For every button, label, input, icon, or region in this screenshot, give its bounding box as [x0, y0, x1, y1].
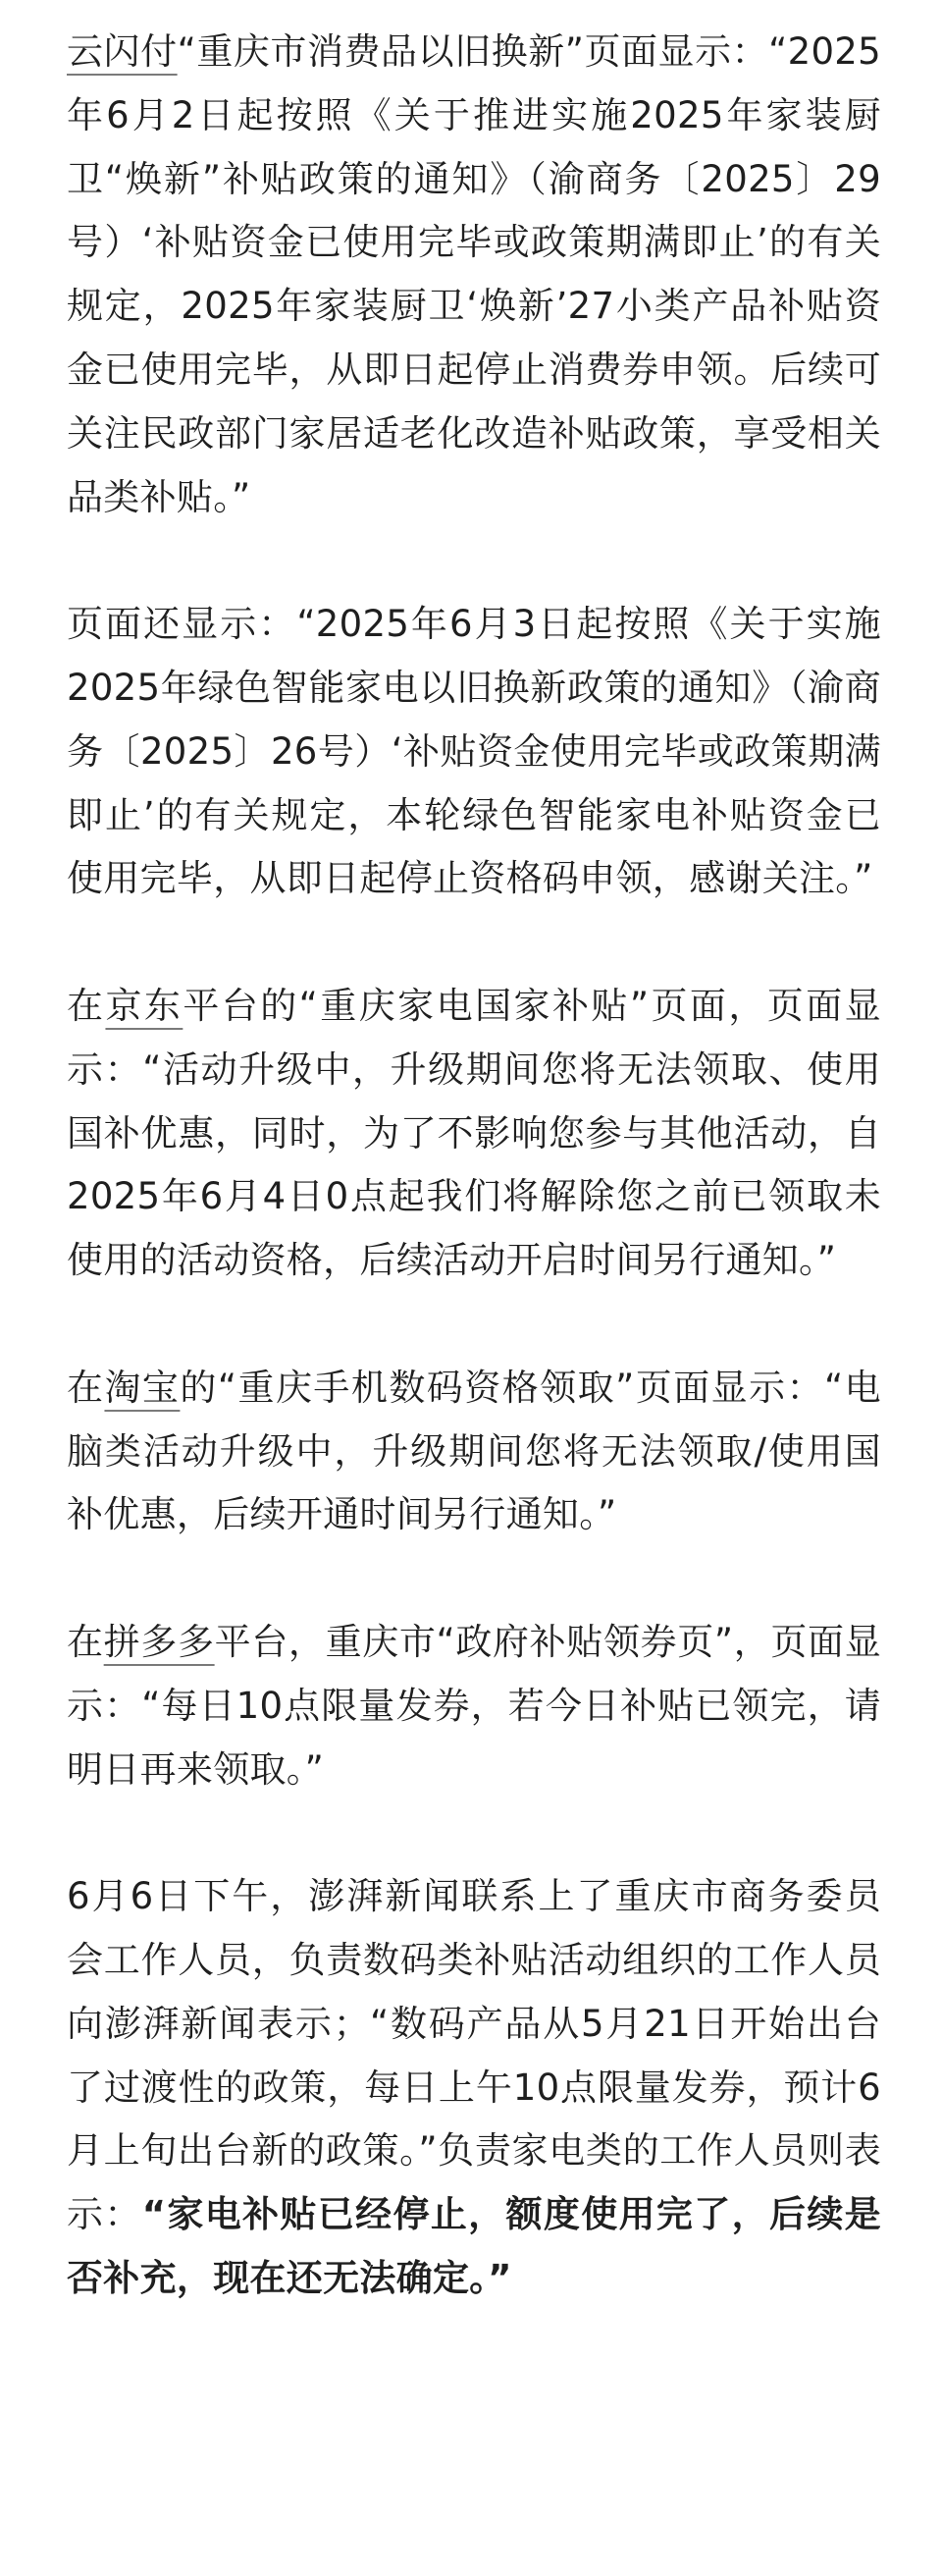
paragraph-commerce-commission — [67, 1865, 881, 2311]
paragraph-text: 6月6日下午，澎湃新闻联系上了重庆市商务委员会工作人员，负责数码类补贴活动组织的工作人员向澎湃新闻表示；“数码产品从5月21日开始出台了过渡性的政策，每日上午10点限量发券，预计6月上旬出台新的政策。”负责家电类的工作人员则表示： — [67, 1875, 881, 2236]
paragraph-text: 的“重庆手机数码资格领取”页面显示：“电脑类活动升级中，升级期间您将无法领取/使用国补优惠，后续开通时间另行通知。” — [67, 1366, 881, 1536]
paragraph-text: “重庆市消费品以旧换新”页面显示：“2025年6月2日起按照《关于推进实施2025年家装厨卫“焕新”补贴政策的通知》（渝商务〔2025〕29号）‘补贴资金已使用完毕或政策期满即止’的有关规定，2025年家装厨卫‘焕新’27小类产品补贴资金已使用完毕，从即日起停止消费券申领。后续可关注民政部门家居适老化改造补贴政策，享受相关品类补贴。” — [67, 30, 881, 518]
paragraph-unionpay-more — [67, 593, 881, 911]
paragraph-unionpay — [67, 0, 881, 529]
paragraph-prefix: 在 — [67, 1620, 104, 1663]
paragraph-pinduoduo — [67, 1611, 881, 1801]
bold-quote: “家电补贴已经停止，额度使用完了，后续是否补充，现在还无法确定。” — [67, 2193, 881, 2299]
article-body — [67, 0, 881, 2311]
paragraph-text: 平台，重庆市“政府补贴领券页”，页面显示：“每日10点限量发券，若今日补贴已领完，请明日再来领取。” — [67, 1620, 881, 1791]
link-unionpay[interactable]: 云闪付 — [67, 30, 178, 73]
paragraph-prefix: 在 — [67, 984, 106, 1027]
link-jd[interactable]: 京东 — [105, 984, 183, 1027]
link-pinduoduo[interactable]: 拼多多 — [103, 1620, 215, 1663]
paragraph-prefix: 在 — [67, 1366, 105, 1409]
link-taobao[interactable]: 淘宝 — [104, 1366, 181, 1409]
paragraph-taobao — [67, 1357, 881, 1547]
paragraph-jd — [67, 975, 881, 1293]
paragraph-text: 平台的“重庆家电国家补贴”页面，页面显示：“活动升级中，升级期间您将无法领取、使用国补优惠，同时，为了不影响您参与其他活动，自2025年6月4日0点起我们将解除您之前已领取未使用的活动资格，后续活动开启时间另行通知。” — [67, 984, 881, 1282]
paragraph-text: 页面还显示：“2025年6月3日起按照《关于实施2025年绿色智能家电以旧换新政策的通知》（渝商务〔2025〕26号）‘补贴资金使用完毕或政策期满即止’的有关规定，本轮绿色智能家电补贴资金已使用完毕，从即日起停止资格码申领，感谢关注。” — [67, 603, 881, 900]
